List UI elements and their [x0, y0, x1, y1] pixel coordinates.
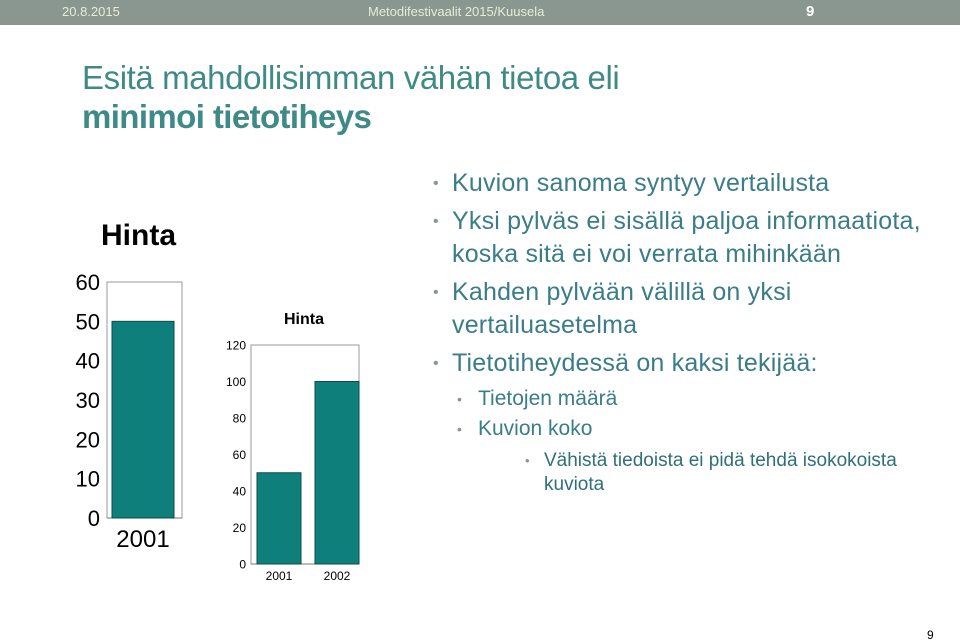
chart-2-bar: [257, 473, 301, 564]
chart-2-y-tick-label: 20: [232, 520, 246, 535]
sub-bullet-item: • Kuvion koko: [457, 415, 932, 443]
chart-1-y-tick-label: 50: [75, 309, 100, 335]
bullet-item: • Tietotiheydessä on kaksi tekijää:: [432, 347, 932, 380]
chart-2-y-tick-label: 60: [232, 447, 246, 462]
chart-2-y-tick-label: 120: [225, 338, 246, 353]
bullet-item: • Yksi pylväs ei sisällä paljoa informaatiota, koska sitä ei voi verrata mihinkään: [432, 205, 932, 271]
chart-1-bar: [112, 321, 174, 518]
chart-2-y-tick-label: 100: [225, 374, 246, 389]
chart-2-x-tick-label: 2001: [265, 569, 293, 583]
chart-2-y-tick-label: 40: [232, 484, 246, 499]
page-number: 9: [927, 628, 934, 642]
chart-2-bar: [315, 382, 359, 565]
bullet-item: • Kahden pylvään välillä on yksi vertailuasetelma: [432, 276, 932, 342]
chart-1-y-tick-label: 40: [75, 348, 100, 374]
chart-1-title: Hinta: [101, 219, 176, 252]
bullet-item: • Kuvion sanoma syntyy vertailusta: [432, 167, 932, 200]
chart-1-y-tick-label: 30: [75, 387, 100, 413]
title-line-1: Esitä mahdollisimman vähän tietoa eli: [82, 59, 620, 96]
sub-bullet-item: • Tietojen määrä: [457, 385, 932, 413]
sub-sub-bullet-item: • Vähistä tiedoista ei pidä tehdä isokokoista kuviota: [525, 449, 932, 497]
bullet-list: [432, 167, 932, 497]
chart-1-y-tick-label: 0: [87, 505, 100, 531]
header-footer-text: Metodifestivaalit 2015/Kuusela: [368, 4, 545, 19]
slide-number: 9: [806, 3, 815, 20]
chart-2-title: Hinta: [284, 311, 324, 328]
chart-1-x-tick-label: 2001: [116, 526, 170, 553]
chart-1-y-tick-label: 60: [75, 269, 100, 295]
chart-2-y-tick-label: 80: [232, 411, 246, 426]
chart-2-x-tick-label: 2002: [323, 569, 351, 583]
chart-2-y-tick-label: 0: [239, 557, 246, 572]
header-date: 20.8.2015: [62, 4, 120, 19]
title-line-2: minimoi tietotiheys: [82, 98, 372, 135]
chart-1-y-tick-label: 20: [75, 427, 100, 453]
chart-1-y-tick-label: 10: [75, 466, 100, 492]
